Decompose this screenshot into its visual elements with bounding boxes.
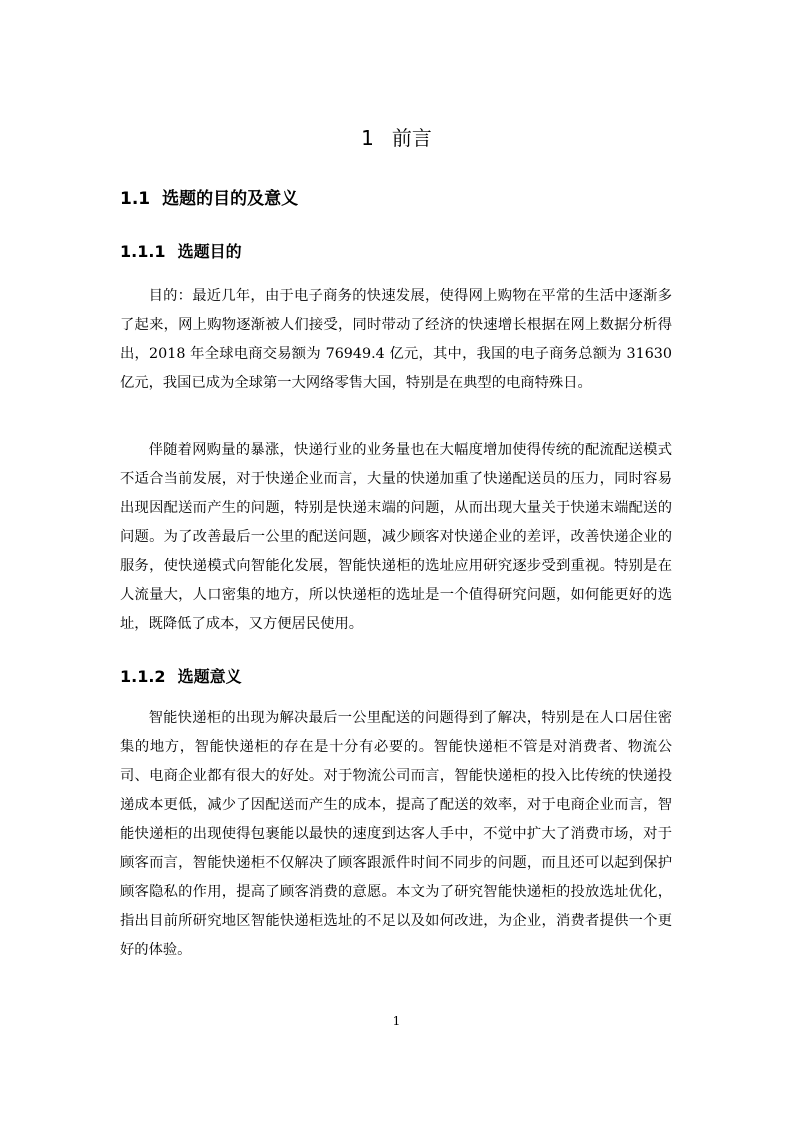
subsection-heading-purpose xyxy=(120,240,242,264)
section-heading xyxy=(120,186,298,212)
paragraph-purpose: 目的：最近几年，由于电子商务的快速发展，使得网上购物在平常的生活中逐渐多了起来，网上购物逐渐被人们接受，同时带动了经济的快速增长根据在网上数据分析得出，2018 年全球电商交易额为 76949.4 亿元，其中，我国的电子商务总额为 31630 亿元，我国已成为全球第一大网络零售大国，特别是在典型的电商特殊日。 xyxy=(120,288,672,391)
paragraph-background: 伴随着网购量的暴涨，快递行业的业务量也在大幅度增加使得传统的配流配送模式不适合当前发展，对于快递企业而言，大量的快递加重了快递配送员的压力，同时容易出现因配送而产生的问题，特别是快递末端的问题，从而出现大量关于快递末端配送的问题。为了改善最后一公里的配送问题，减少顾客对快递企业的差评，改善快递企业的服务，使快递模式向智能化发展，智能快递柜的选址应用研究逐步受到重视。特别是在人流量大，人口密集的地方，所以快递柜的选址是一个值得研究问题，如何能更好的选址，既降低了成本，又方便居民使用。 xyxy=(120,442,672,632)
subsection-number: 1.1.2 xyxy=(120,667,166,686)
subsection-title-text: 选题目的 xyxy=(177,242,242,261)
subsection-number: 1.1.1 xyxy=(120,242,166,261)
section-number: 1.1 xyxy=(120,189,151,209)
chapter-number: 1 xyxy=(361,126,374,150)
subsection-title-text: 选题意义 xyxy=(177,667,242,686)
chapter-title-text: 前言 xyxy=(391,126,432,150)
subsection-heading-significance xyxy=(120,665,242,689)
paragraph-significance: 智能快递柜的出现为解决最后一公里配送的问题得到了解决，特别是在人口居住密集的地方，智能快递柜的存在是十分有必要的。智能快递柜不管是对消费者、物流公司、电商企业都有很大的好处。对于物流公司而言，智能快递柜的投入比传统的快递投递成本更低，减少了因配送而产生的成本，提高了配送的效率，对于电商企业而言，智能快递柜的出现使得包裹能以最快的速度到达客人手中，不觉中扩大了消费市场，对于顾客而言，智能快递柜不仅解决了顾客跟派件时间不同步的问题，而且还可以起到保护顾客隐私的作用，提高了顾客消费的意愿。本文为了研究智能快递柜的投放选址优化，指出目前所研究地区智能快递柜选址的不足以及如何改进，为企业，消费者提供一个更好的体验。 xyxy=(120,710,672,958)
page-number: 1 xyxy=(392,1014,401,1028)
section-title-text: 选题的目的及意义 xyxy=(162,189,299,209)
chapter-title xyxy=(0,124,793,152)
